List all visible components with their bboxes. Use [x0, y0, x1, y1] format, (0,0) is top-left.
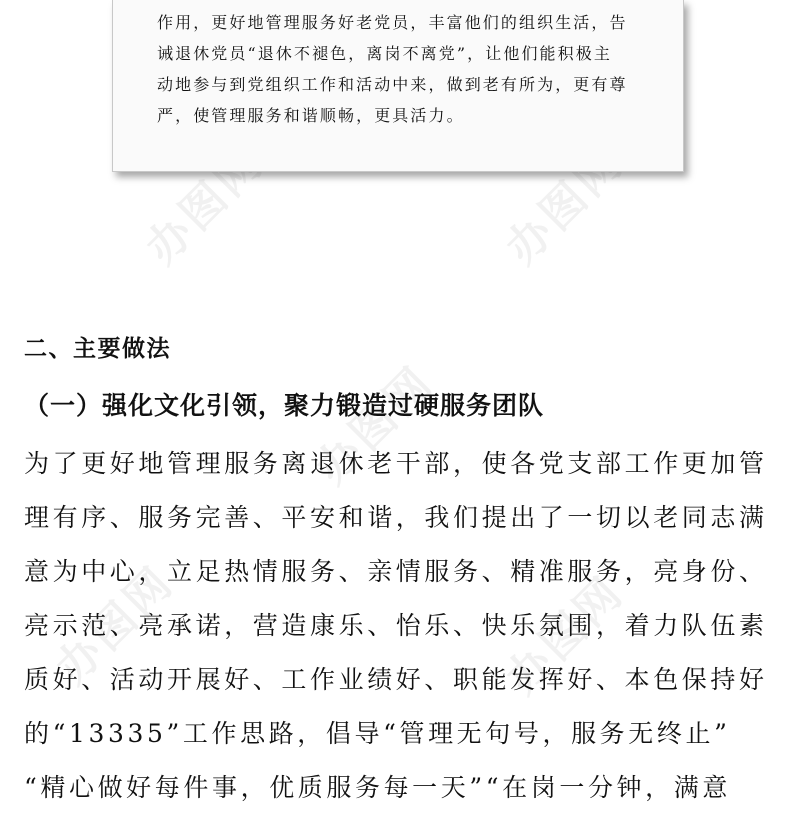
subsection-heading: （一）强化文化引领，聚力锻造过硬服务团队 [24, 391, 545, 420]
watermark: 办图网 [496, 566, 635, 705]
callout-line: 动地参与到党组织工作和活动中来，做到老有所为，更有尊 [157, 75, 628, 94]
paragraph-line: 理有序、服务完善、平安和谐，我们提出了一切以老同志满 [24, 503, 768, 532]
paragraph-line: “精心做好每件事，优质服务每一天”“在岗一分钟，满意 [24, 773, 731, 802]
callout-line: 严，使管理服务和谐顺畅，更具活力。 [157, 106, 465, 125]
paragraph-line: 意为中心，立足热情服务、亲情服务、精准服务，亮身份、 [24, 557, 768, 586]
watermark: 办图网 [46, 556, 185, 695]
body-paragraph [24, 437, 784, 815]
callout-line: 诫退休党员“退休不褪色，离岗不离党”，让他们能积极主 [157, 44, 612, 63]
watermark: 办图网 [306, 356, 445, 495]
paragraph-line: 的“13335”工作思路，倡导“管理无句号，服务无终止” [24, 719, 731, 748]
paragraph-line: 为了更好地管理服务离退休老干部，使各党支部工作更加管 [24, 449, 768, 478]
paragraph-line: 质好、活动开展好、工作业绩好、职能发挥好、本色保持好 [24, 665, 768, 694]
paragraph-line: 亮示范、亮承诺，营造康乐、怡乐、快乐氛围，着力队伍素 [24, 611, 768, 640]
callout-line: 作用，更好地管理服务好老党员，丰富他们的组织生活，告 [157, 13, 628, 32]
section-heading: 二、主要做法 [24, 335, 171, 362]
callout-box [112, 0, 684, 172]
watermark: 办图网 [496, 136, 635, 275]
watermark: 办图网 [136, 136, 275, 275]
